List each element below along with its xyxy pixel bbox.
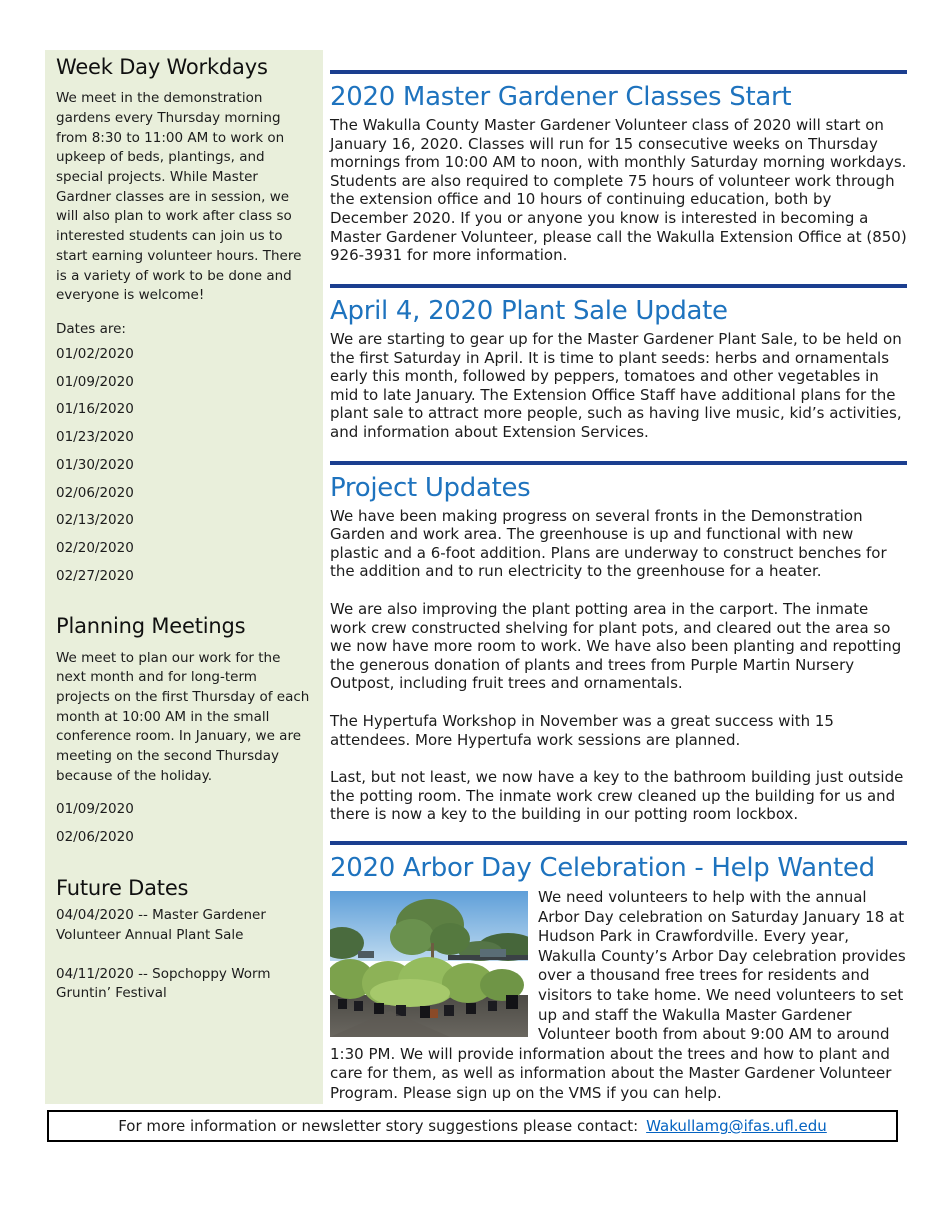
footer-text: For more information or newsletter story suggestions please contact:	[118, 1117, 639, 1135]
list-item: 01/30/2020	[56, 456, 134, 473]
sidebar-title-future-dates: Future Dates	[56, 875, 189, 900]
sidebar-title-planning-meetings: Planning Meetings	[56, 614, 246, 639]
section-paragraph: We have been making progress on several fronts in the Demonstration Garden and work area. The greenhouse is up and functional with new plastic and a 6-foot addition. Plans are underway to construct benches for the addition and to run electricity to the greenhouse for a heater.	[330, 506, 887, 581]
section-heading: 2020 Arbor Day Celebration - Help Wanted	[330, 852, 875, 883]
dates-are-label: Dates are:	[56, 320, 126, 337]
arbor-day-content	[330, 887, 907, 1103]
future-date-item: 04/11/2020 -- Sopchoppy Worm Gruntin’ Festival	[56, 965, 271, 1002]
planning-description: We meet to plan our work for the next month and for long-term projects on the first Thursday of each month at 10:00 AM in the small conference room. In January, we are meeting on the second Thursday because of the holiday.	[56, 649, 310, 784]
section-paragraph: We are starting to gear up for the Master Gardener Plant Sale, to be held on the first Saturday in April. It is time to plant seeds: herbs and ornamentals early this month, followed by peppers, tomatoes and other vegetables in mid to late January. The Extension Office Staff have additional plans for the plant sale to attract more people, such as having live music, kid’s activities, and information about Extension Services.	[330, 329, 902, 441]
section-heading: April 4, 2020 Plant Sale Update	[330, 295, 728, 326]
section-heading: Project Updates	[330, 472, 531, 503]
section-classes-start	[330, 70, 907, 265]
section-divider	[330, 841, 907, 845]
section-plant-sale-update	[330, 284, 907, 442]
list-item: 02/27/2020	[56, 567, 134, 584]
section-arbor-day	[330, 841, 907, 1103]
list-item: 01/09/2020	[56, 373, 134, 390]
workdays-dates-list	[56, 345, 311, 586]
list-item: 02/06/2020	[56, 484, 134, 501]
list-item: 01/16/2020	[56, 401, 134, 418]
section-divider	[330, 284, 907, 288]
section-divider	[330, 70, 907, 74]
section-paragraph: The Hypertufa Workshop in November was a great success with 15 attendees. More Hypertufa work sessions are planned.	[330, 711, 834, 749]
sidebar	[45, 50, 323, 1104]
section-paragraph: We need volunteers to help with the annual Arbor Day celebration on Saturday January 18 at Hudson Park in Crawfordville. Every year, Wakulla County’s Arbor Day celebration provides over a thousand free trees for residents and visitors to take home. We need volunteers to set up and staff the Wakulla Master Gardener Volunteer booth from about 9:00 AM to around 1:30 PM. We will provide information about the trees and how to plant and care for them, as well as information about the Master Gardener Volunteer Program. Please sign up on the VMS if you can help.	[330, 888, 906, 1102]
sidebar-title-week-day-workdays: Week Day Workdays	[56, 55, 268, 79]
footer-contact-bar	[47, 1110, 898, 1142]
planning-dates-list	[56, 800, 311, 847]
section-paragraph: The Wakulla County Master Gardener Volunteer class of 2020 will start on January 16, 2020. Classes will run for 15 consecutive weeks on Thursday mornings from 10:00 AM to noon, with monthly Saturday morning workdays. Students are also required to complete 75 hours of volunteer work through the extension office and 10 hours of continuing education, both by December 2020. If you or anyone you know is interested in becoming a Master Gardener Volunteer, please call the Wakulla Extension Office at (850) 926-3931 for more information.	[330, 116, 907, 265]
section-divider	[330, 461, 907, 465]
main-column	[330, 70, 907, 1103]
list-item: 01/09/2020	[56, 801, 134, 818]
list-item: 01/23/2020	[56, 429, 134, 446]
section-paragraph: We are also improving the plant potting area in the carport. The inmate work crew constructed shelving for plant pots, and cleared out the area so we now have more room to work. We have also been planting and repotting the generous donation of plants and trees from Purple Martin Nursery Outpost, including fruit trees and ornamentals.	[330, 600, 902, 693]
list-item: 02/20/2020	[56, 539, 134, 556]
workdays-description: We meet in the demonstration gardens every Thursday morning from 8:30 to 11:00 AM to work on upkeep of beds, plantings, and special projects. While Master Gardner classes are in session, we will also plan to work after class so interested students can join us to start earning volunteer hours. There is a variety of work to be done and everyone is welcome!	[56, 90, 302, 304]
nursery-trees-photo	[330, 891, 528, 1037]
future-date-item: 04/04/2020 -- Master Gardener Volunteer Annual Plant Sale	[56, 907, 266, 943]
section-project-updates	[330, 461, 907, 824]
section-paragraph: Last, but not least, we now have a key to the bathroom building just outside the potting room. The inmate work crew cleaned up the building for us and there is now a key to the building in our potting room lockbox.	[330, 768, 904, 824]
list-item: 02/13/2020	[56, 512, 134, 529]
list-item: 01/02/2020	[56, 345, 134, 362]
section-heading: 2020 Master Gardener Classes Start	[330, 82, 792, 112]
list-item: 02/06/2020	[56, 829, 134, 846]
contact-email-link[interactable]: Wakullamg@ifas.ufl.edu	[646, 1117, 827, 1135]
